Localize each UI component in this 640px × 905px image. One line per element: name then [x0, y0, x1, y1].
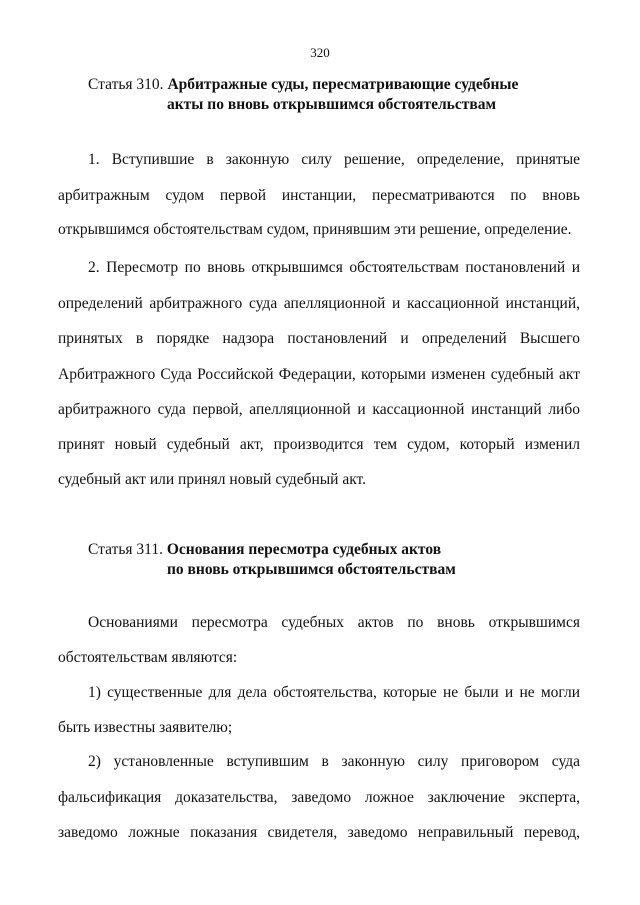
text-line: арбитражным судом первой инстанции, пересматриваются по вновь [58, 187, 580, 204]
article-310-number: Статья 310. [88, 76, 164, 93]
text-line: быть известны заявителю; [58, 719, 233, 736]
text-line: судебный акт или принял новый судебный акт. [58, 471, 367, 488]
article-311-title-line2: по вновь открывшимся обстоятельствам [167, 561, 456, 578]
article-311-heading [88, 540, 456, 580]
article-310-heading [88, 75, 518, 115]
text-line: принятых в порядке надзора постановлений и определений Высшего [58, 330, 580, 347]
page-number: 320 [310, 45, 330, 60]
text-line: 2) установленные вступившим в законную силу приговором суда [88, 753, 580, 770]
text-line: заведомо ложные показания свидетеля, заведомо неправильный перевод, [58, 824, 580, 841]
text-line: открывшимся обстоятельствам судом, принявшим эти решение, определение. [58, 221, 572, 238]
article-310-title-line2: акты по вновь открывшимся обстоятельствам [167, 96, 497, 113]
text-line: обстоятельствам являются: [58, 649, 238, 666]
text-line: Арбитражного Суда Российской Федерации, которыми изменен судебный акт [58, 366, 580, 383]
text-line: 2. Пересмотр по вновь открывшимся обстоятельствам постановлений и [88, 259, 580, 276]
text-line: 1. Вступившие в законную силу решение, определение, принятые [88, 151, 580, 168]
article-310-title-line1: Арбитражные суды, пересматривающие судебные [167, 76, 519, 93]
text-line: Основаниями пересмотра судебных актов по вновь открывшимся [88, 614, 580, 631]
article-311-number: Статья 311. [88, 541, 163, 558]
text-line: определений арбитражного суда апелляционной и кассационной инстанций, [58, 295, 580, 312]
text-line: арбитражного суда первой, апелляционной и кассационной инстанций либо [58, 401, 580, 418]
text-line: 1) существенные для дела обстоятельства, которые не были и не могли [88, 684, 580, 701]
text-line: принят новый судебный акт, производится тем судом, который изменил [58, 436, 580, 453]
text-line: фальсификация доказательства, заведомо ложное заключение эксперта, [58, 789, 580, 806]
article-311-title-line1: Основания пересмотра судебных актов [166, 541, 442, 558]
